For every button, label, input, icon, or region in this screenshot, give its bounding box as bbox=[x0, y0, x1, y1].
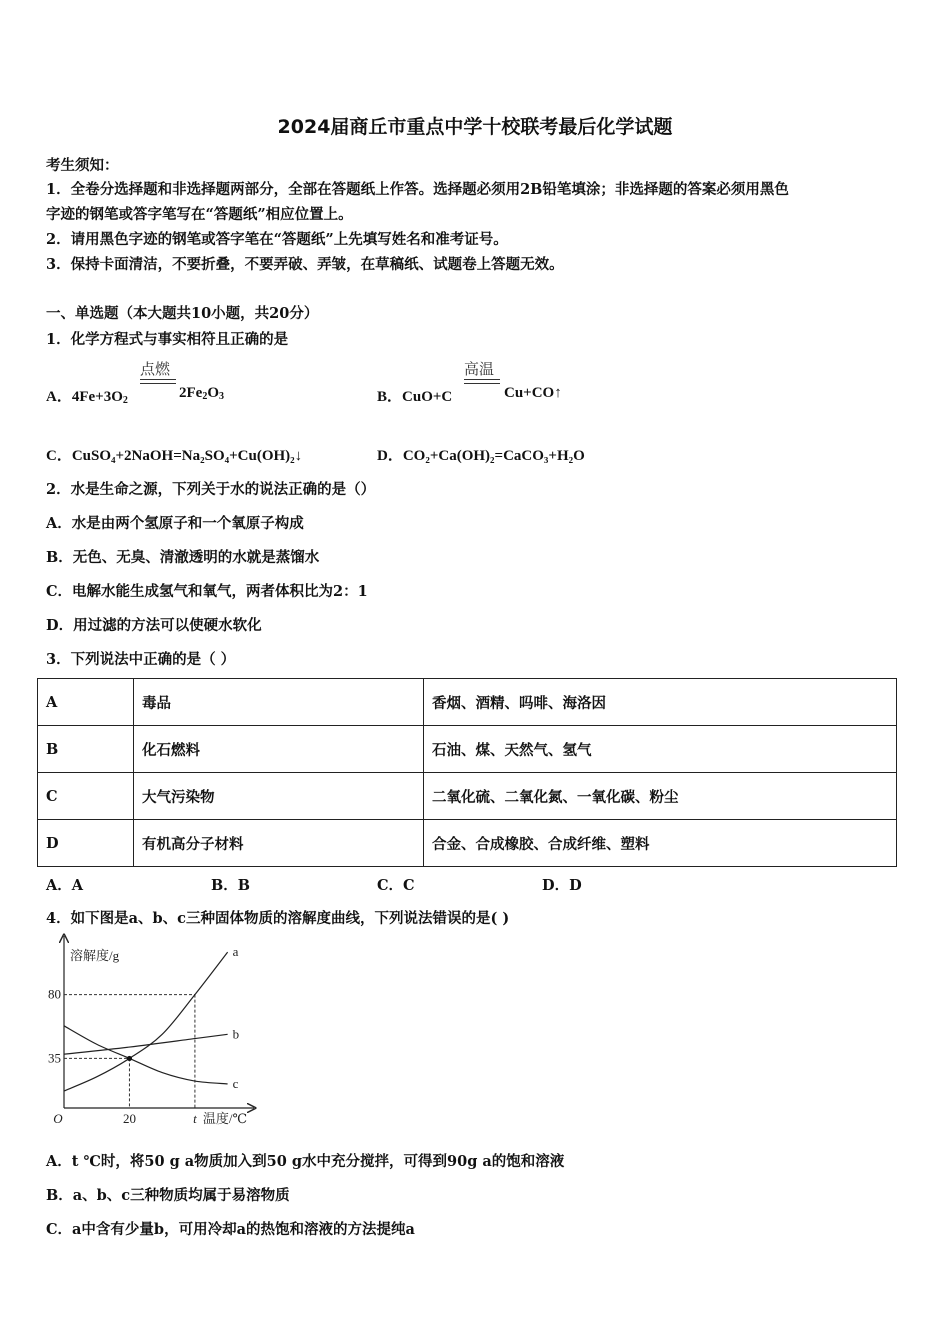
q2-stem: 2．水是生命之源，下列关于水的说法正确的是（） bbox=[46, 481, 376, 498]
q2-option-a: A．水是由两个氢原子和一个氧原子构成 bbox=[46, 515, 304, 532]
q3-row-key: A bbox=[38, 679, 134, 726]
q3-row-key: C bbox=[38, 773, 134, 820]
q3-row-category: 大气污染物 bbox=[134, 773, 424, 820]
q1-option-a bbox=[46, 385, 128, 406]
q3-row-key: B bbox=[38, 726, 134, 773]
q3-row-category: 化石燃料 bbox=[134, 726, 424, 773]
y-tick-35: 35 bbox=[48, 1050, 61, 1066]
q1-option-c: C．CuSO₄+2NaOH=Na₂SO₄+Cu(OH)₂↓ bbox=[46, 448, 303, 464]
q3-row-items: 石油、煤、天然气、氢气 bbox=[424, 726, 897, 773]
table-row bbox=[38, 726, 897, 773]
table-row bbox=[38, 773, 897, 820]
q1-stem: 1．化学方程式与事实相符且正确的是 bbox=[46, 331, 289, 348]
series-line-a bbox=[64, 952, 228, 1091]
series-line-c bbox=[64, 1026, 228, 1084]
notice-item-1-cont: 字迹的钢笔或答字笔写在“答题纸”相应位置上。 bbox=[46, 206, 353, 223]
solubility-chart bbox=[36, 928, 266, 1130]
series-label-c: c bbox=[232, 1075, 239, 1091]
q1-b-condition-line bbox=[464, 379, 500, 380]
q1-a-label: A． bbox=[46, 389, 72, 405]
q1-a-products-sub2: 3 bbox=[219, 391, 224, 402]
q3-table bbox=[37, 678, 897, 867]
q1-a-equals-line bbox=[140, 383, 176, 384]
q3-row-category: 有机高分子材料 bbox=[134, 820, 424, 867]
q3-option-c: C．C bbox=[377, 877, 415, 894]
y-tick-80: 80 bbox=[48, 986, 61, 1002]
q1-a-condition-line bbox=[140, 379, 176, 380]
q1-b-reactants: CuO+C bbox=[402, 389, 453, 405]
q1-option-b bbox=[377, 385, 452, 406]
q4-stem: 4．如下图是a、b、c三种固体物质的溶解度曲线，下列说法错误的是( ) bbox=[46, 910, 510, 927]
x-axis-label: 温度/℃ bbox=[202, 1111, 248, 1126]
series-line-b bbox=[64, 1034, 228, 1054]
q1-a-products-mid: O bbox=[207, 385, 219, 401]
q1-a-condition: 点燃 bbox=[140, 362, 171, 378]
page-title: 2024届商丘市重点中学十校联考最后化学试题 bbox=[277, 116, 673, 138]
q1-option-d: D．CO₂+Ca(OH)₂=CaCO₃+H₂O bbox=[377, 448, 585, 464]
q4-option-a: A．t ℃时，将50 g a物质加入到50 g水中充分搅拌，可得到90g a的饱和溶液 bbox=[46, 1153, 565, 1170]
intersection-point bbox=[127, 1056, 132, 1061]
q3-option-d: D．D bbox=[542, 877, 582, 894]
q1-a-products bbox=[179, 385, 224, 402]
q4-option-c: C．a中含有少量b，可用冷却a的热饱和溶液的方法提纯a bbox=[46, 1221, 415, 1238]
series-label-a: a bbox=[232, 944, 239, 960]
table-row bbox=[38, 679, 897, 726]
q4-option-b: B．a、b、c三种物质均属于易溶物质 bbox=[46, 1187, 290, 1204]
notice-heading: 考生须知： bbox=[46, 157, 119, 174]
q3-row-items: 香烟、酒精、吗啡、海洛因 bbox=[424, 679, 897, 726]
table-row bbox=[38, 820, 897, 867]
x-tick-20: 20 bbox=[122, 1111, 136, 1126]
q1-a-products-sub1: 2 bbox=[202, 391, 208, 402]
q3-row-key: D bbox=[38, 820, 134, 867]
q1-b-condition: 高温 bbox=[464, 362, 495, 378]
q1-b-label: B． bbox=[377, 389, 403, 405]
y-axis-label: 溶解度/g bbox=[70, 948, 120, 963]
notice-item-1: 1．全卷分选择题和非选择题两部分，全部在答题纸上作答。选择题必须用2B铅笔填涂；非选择题的答案必须用黑色 bbox=[46, 181, 789, 198]
q1-a-reactants-sub: 2 bbox=[122, 395, 128, 406]
q3-row-category: 毒品 bbox=[134, 679, 424, 726]
q1-a-reactants: 4Fe+3O bbox=[71, 389, 123, 405]
x-tick-t: t bbox=[193, 1111, 197, 1126]
q3-option-b: B．B bbox=[211, 877, 251, 894]
origin-label: O bbox=[53, 1111, 63, 1126]
q2-option-b: B．无色、无臭、清澈透明的水就是蒸馏水 bbox=[46, 549, 320, 566]
notice-item-2: 2．请用黑色字迹的钢笔或答字笔在“答题纸”上先填写姓名和准考证号。 bbox=[46, 231, 508, 248]
q3-option-a: A．A bbox=[46, 877, 84, 894]
notice-item-3: 3．保持卡面清洁，不要折叠，不要弄破、弄皱，在草稿纸、试题卷上答题无效。 bbox=[46, 256, 564, 273]
q1-b-products: Cu+CO↑ bbox=[504, 385, 562, 401]
q3-stem: 3．下列说法中正确的是（ ） bbox=[46, 651, 236, 668]
q1-b-equals-line bbox=[464, 383, 500, 384]
q2-option-c: C．电解水能生成氢气和氧气，两者体积比为2：1 bbox=[46, 583, 368, 600]
q2-option-d: D．用过滤的方法可以使硬水软化 bbox=[46, 617, 262, 634]
series-label-b: b bbox=[232, 1026, 240, 1042]
q3-row-items: 合金、合成橡胶、合成纤维、塑料 bbox=[424, 820, 897, 867]
q3-row-items: 二氧化硫、二氧化氮、一氧化碳、粉尘 bbox=[424, 773, 897, 820]
q1-a-products-text: 2Fe bbox=[179, 385, 203, 401]
section-heading: 一、单选题（本大题共10小题，共20分） bbox=[46, 305, 319, 322]
